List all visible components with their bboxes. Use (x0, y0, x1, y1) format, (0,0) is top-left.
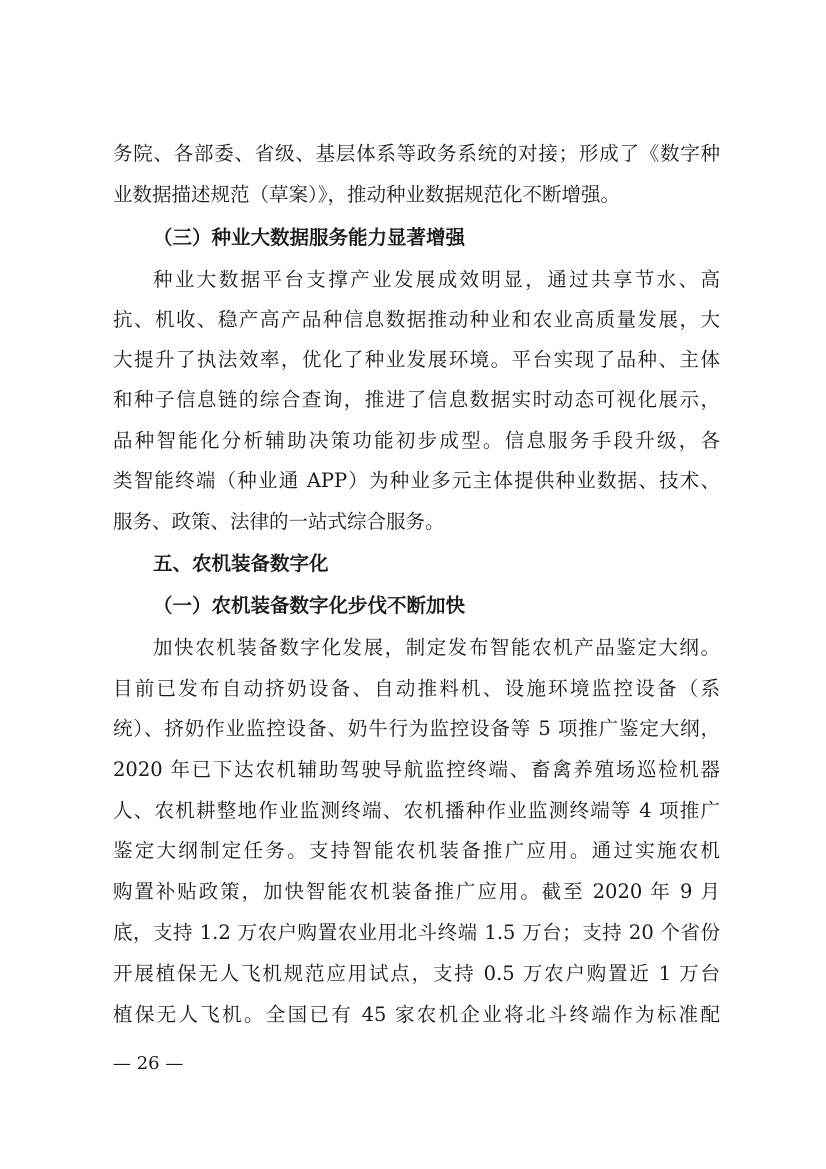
subsection-heading-1: （一）农机装备数字化步伐不断加快 (153, 594, 466, 617)
body-line: 2020 年已下达农机辅助驾驶导航监控终端、畜禽养殖场巡检机器 (113, 758, 720, 781)
body-line: 植保无人飞机。全国已有 45 家农机企业将北斗终端作为标准配 (113, 1003, 720, 1026)
body-line: 务院、各部委、省级、基层体系等政务系统的对接；形成了《数字种 (113, 142, 720, 165)
chapter-heading-5: 五、农机装备数字化 (153, 552, 329, 575)
page-number: — 26 — (113, 1053, 184, 1074)
body-line: 和种子信息链的综合查询，推进了信息数据实时动态可视化展示， (113, 388, 720, 411)
section-heading-3: （三）种业大数据服务能力显著增强 (153, 226, 466, 249)
body-line: 类智能终端（种业通 APP）为种业多元主体提供种业数据、技术、 (113, 469, 720, 492)
body-line: 人、农机耕整地作业监测终端、农机播种作业监测终端等 4 项推广 (113, 799, 720, 822)
body-line: 鉴定大纲制定任务。支持智能农机装备推广应用。通过实施农机 (113, 839, 720, 862)
body-line: 抗、机收、稳产高产品种信息数据推动种业和农业高质量发展，大 (113, 308, 720, 331)
body-line: 大提升了执法效率，优化了种业发展环境。平台实现了品种、主体 (113, 348, 720, 371)
body-line: 开展植保无人飞机规范应用试点，支持 0.5 万农户购置近 1 万台 (113, 962, 720, 985)
body-line: 目前已发布自动挤奶设备、自动推料机、设施环境监控设备（系 (113, 677, 720, 700)
body-line: 底，支持 1.2 万农户购置农业用北斗终端 1.5 万台；支持 20 个省份 (113, 921, 720, 944)
body-line: 统）、挤奶作业监控设备、奶牛行为监控设备等 5 项推广鉴定大纲， (113, 717, 720, 740)
body-line: 加快农机装备数字化发展，制定发布智能农机产品鉴定大纲。 (153, 636, 720, 659)
body-line: 品种智能化分析辅助决策功能初步成型。信息服务手段升级，各 (113, 429, 720, 452)
body-line: 业数据描述规范（草案）》，推动种业数据规范化不断增强。 (113, 183, 621, 206)
body-line: 种业大数据平台支撑产业发展成效明显，通过共享节水、高 (153, 268, 720, 291)
body-line: 购置补贴政策，加快智能农机装备推广应用。截至 2020 年 9 月 (113, 880, 720, 903)
body-line: 服务、政策、法律的一站式综合服务。 (113, 510, 445, 533)
